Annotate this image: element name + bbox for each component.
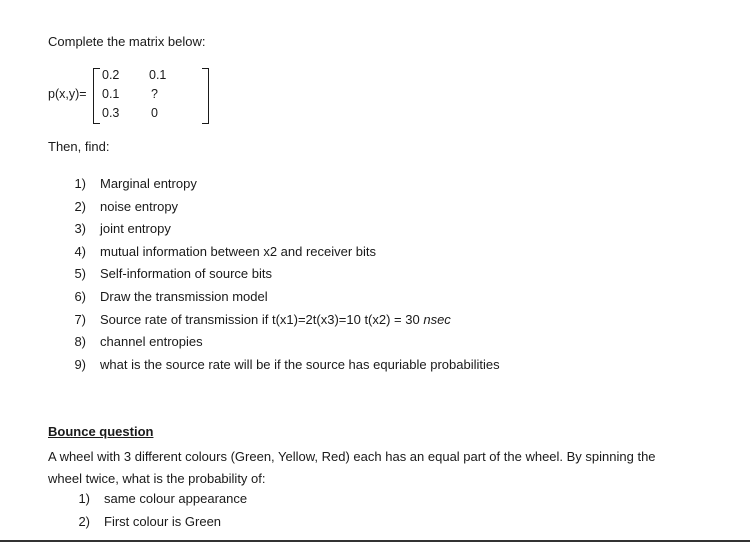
matrix-cell: 0 bbox=[151, 106, 158, 120]
item-text: Draw the transmission model bbox=[100, 288, 268, 304]
bonus-question-title: Bounce question bbox=[48, 424, 154, 439]
item-text: Marginal entropy bbox=[100, 176, 197, 191]
then-label: Then, find: bbox=[48, 139, 110, 154]
item-text: joint entropy bbox=[100, 221, 171, 237]
item-number: 1) bbox=[74, 176, 86, 191]
right-bracket bbox=[202, 68, 209, 124]
heading: Complete the matrix below: bbox=[48, 34, 206, 49]
item-number: 3) bbox=[74, 221, 86, 237]
matrix-cell: ? bbox=[151, 87, 158, 101]
item-number: 6) bbox=[74, 288, 86, 304]
item-text bbox=[100, 309, 451, 332]
item-number: 2) bbox=[78, 513, 90, 529]
item-number: 2) bbox=[74, 198, 86, 214]
matrix-cell: 0.1 bbox=[102, 87, 120, 101]
matrix-cell: 0.1 bbox=[149, 68, 167, 82]
bottom-divider bbox=[0, 540, 750, 542]
item-text: same colour appearance bbox=[104, 491, 248, 506]
item-text: First colour is Green bbox=[104, 513, 222, 529]
matrix-cell: 0.2 bbox=[102, 68, 120, 82]
item-number: 5) bbox=[74, 266, 86, 282]
matrix-label: p(x,y)= bbox=[48, 87, 87, 101]
item-text: channel entropies bbox=[100, 334, 203, 350]
left-bracket bbox=[93, 68, 100, 124]
item-number: 9) bbox=[74, 356, 86, 372]
bonus-question-text: A wheel with 3 different colours (Green, Yellow, Red) each has an equal part of the wheel. By spinning the wheel twice, what is the probability of: bbox=[48, 449, 656, 486]
time-unit: nsec bbox=[423, 311, 451, 327]
item-text: noise entropy bbox=[100, 198, 179, 214]
item-number: 7) bbox=[74, 311, 86, 327]
item-number: 4) bbox=[74, 243, 86, 259]
item-text-main: Source rate of transmission if t(x1)=2t(x3)=10 t(x2) = 30 bbox=[100, 311, 424, 327]
probability-matrix bbox=[93, 66, 209, 124]
item-text: Self-information of source bits bbox=[100, 266, 272, 282]
item-number: 8) bbox=[74, 334, 86, 350]
matrix-cell: 0.3 bbox=[102, 106, 120, 120]
item-text: what is the source rate will be if the source has equriable probabilities bbox=[100, 356, 500, 372]
item-text: mutual information between x2 and receiver bits bbox=[100, 243, 377, 259]
item-number: 1) bbox=[78, 491, 90, 506]
